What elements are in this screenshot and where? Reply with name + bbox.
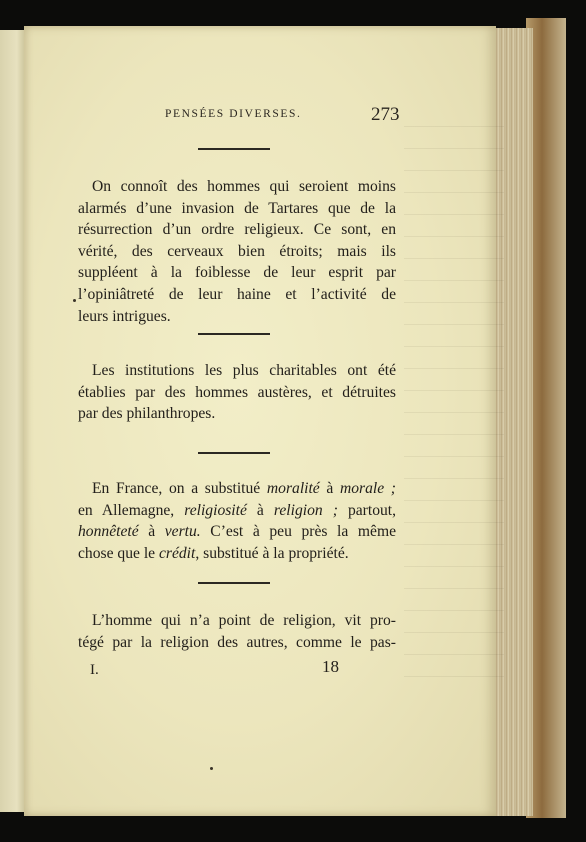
italic-word: vertu. [164,523,201,541]
book-page [24,26,496,816]
paragraph-1 [78,176,396,327]
text-line: vérité, des cerveaux bien étroits; mais ils [78,242,396,260]
italic-word: moralité [266,480,320,497]
facing-page-edge [0,30,25,812]
text-line: leurs intrigues. [78,307,171,325]
text-line: chose que le crédit, substitué à la propriété. [78,544,349,562]
italic-word: religion ; [273,501,338,519]
ink-speck [73,299,76,302]
paragraph-4 [78,610,396,653]
section-rule [198,148,270,150]
text-line: résurrection d’un ordre religieux. Ce sont, en [78,221,396,239]
text-line: L’homme qui n’a point de religion, vit pro- [92,612,396,629]
section-rule [198,452,270,454]
text-line: honnêteté à vertu. C’est à peu près la même [78,523,396,541]
text-line: Les institutions les plus charitables ont été [92,362,396,379]
italic-word: honnêteté [78,523,139,541]
page-number: 273 [371,104,400,125]
text-line: en Allemagne, religiosité à religion ; partout, [78,501,397,519]
text-line: suppléent à la foiblesse de leur esprit par [78,264,396,282]
text-line: alarmés d’une invasion de Tartares que de la [78,199,396,217]
running-head: PENSÉES DIVERSES. [165,108,302,120]
text-line: On connoît des hommes qui seroient moins [92,178,396,195]
ink-speck [210,767,213,770]
text-line: En France, on a substitué moralité à morale ; [92,480,396,497]
italic-word: morale ; [339,480,396,497]
page-header [24,106,496,130]
signature-mark: I. [90,662,99,678]
italic-word: crédit [158,544,196,562]
section-rule [198,333,270,335]
show-through [404,126,504,686]
text-line: établies par des hommes austères, et détruites [78,383,396,401]
text-line: l’opiniâtreté de leur haine et l’activité de [78,285,396,303]
folio-number: 18 [322,657,339,676]
text-line: tégé par la religion des autres, comme le pas- [78,633,396,651]
paragraph-2 [78,360,396,425]
section-rule [198,582,270,584]
text-line: par des philanthropes. [78,405,216,423]
italic-word: religiosité [184,501,247,519]
paragraph-3 [78,478,396,564]
